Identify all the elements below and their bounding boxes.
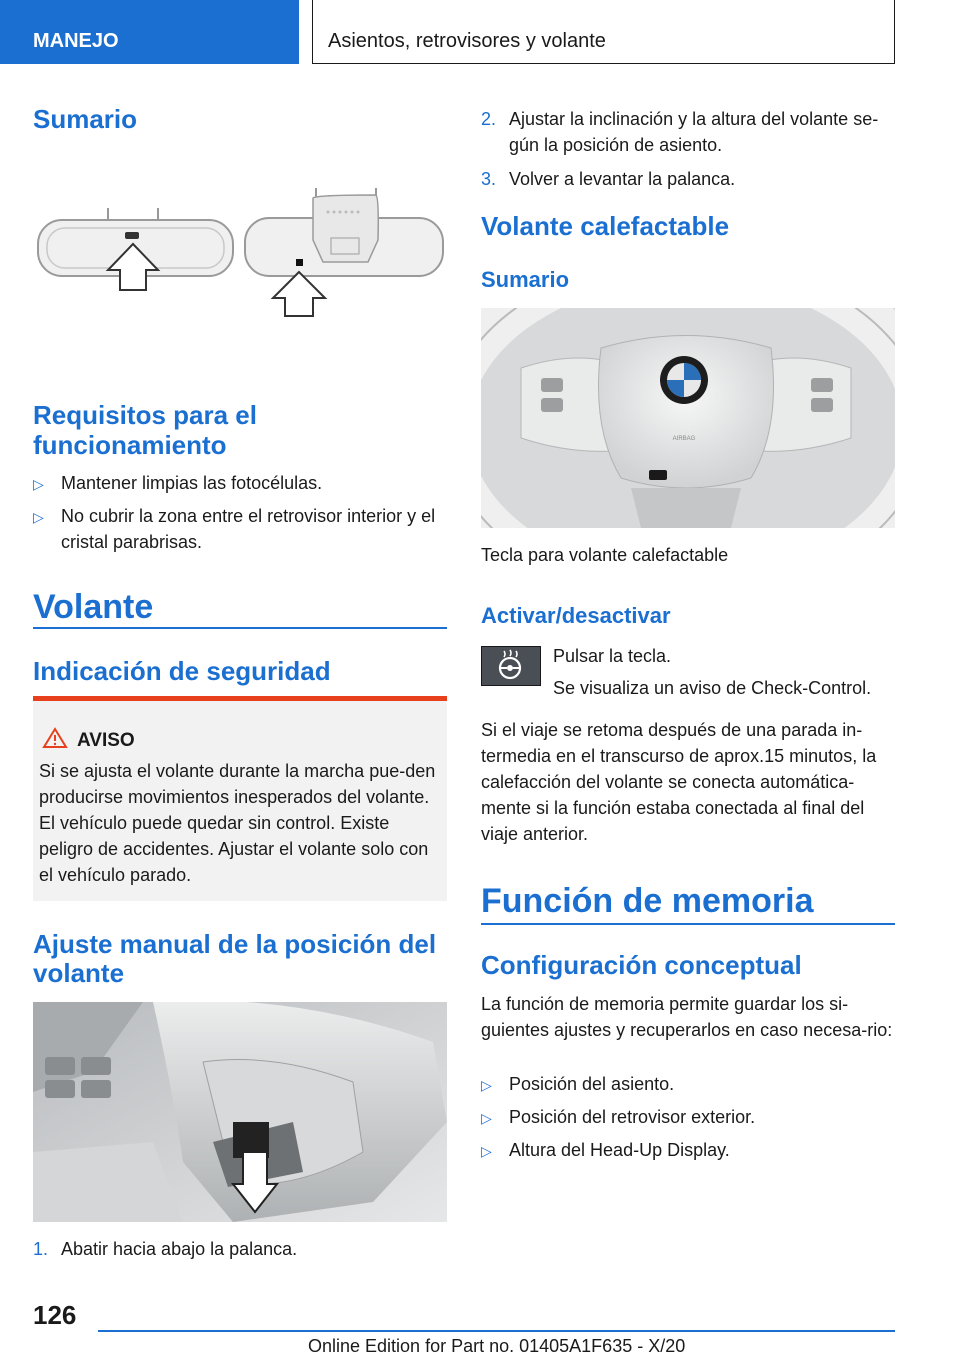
volante-heading: Volante [33, 588, 154, 626]
heated-wheel-button-icon [481, 646, 541, 686]
list-item: ▷ No cubrir la zona entre el retrovisor interior y el cristal parabrisas. [33, 503, 447, 555]
warning-title: AVISO [77, 730, 135, 751]
triangle-bullet-icon: ▷ [33, 509, 44, 525]
config-paragraph: La función de memoria permite guardar los si-guientes ajustes y recuperarlos en caso necesa-rio: [481, 994, 893, 1040]
warning-text: Si se ajusta el volante durante la marcha pue-den producirse movimientos inesperados del volante. El vehículo puede quedar sin control. Existe peligro de accidentes. Ajustar el volante solo con el vehículo parado. [39, 761, 436, 885]
sumario-heading: Sumario [33, 104, 138, 134]
section-rule [33, 627, 447, 629]
activar-heading: Activar/desactivar [481, 603, 671, 628]
triangle-bullet-icon: ▷ [481, 1077, 492, 1093]
ajuste-heading: Ajuste manual de la posición del volante [33, 929, 437, 988]
warning-triangle-icon [42, 727, 68, 749]
triangle-bullet-icon: ▷ [33, 476, 44, 492]
activar-line-1: Pulsar la tecla. [553, 646, 672, 666]
warning-box [33, 696, 447, 901]
steering-lever-photo [33, 1002, 447, 1222]
header-section: MANEJO [0, 0, 299, 64]
calefactable-heading: Volante calefactable [481, 211, 730, 241]
sumario-subheading: Sumario [481, 267, 570, 292]
list-item: ▷ Posición del retrovisor exterior. [481, 1104, 895, 1131]
footer-edition: Online Edition for Part no. 01405A1F635 - X/20 [308, 1336, 686, 1356]
viaje-paragraph: Si el viaje se retoma después de una parada in-termedia en el transcurso de aprox.15 minutos, la calefacción del volante se conecta automática-mente si la función estaba conectada al final del viaje anterior. [481, 720, 877, 844]
activar-line-2: Se visualiza un aviso de Check-Control. [553, 678, 872, 698]
triangle-bullet-icon: ▷ [481, 1143, 492, 1159]
airbag-label: AIRBAG [672, 436, 696, 442]
requisitos-heading: Requisitos para el funcionamiento [33, 400, 257, 460]
step-1: 1. Abatir hacia abajo la palanca. [33, 1239, 298, 1259]
seguridad-heading: Indicación de seguridad [33, 656, 331, 686]
steps-2-3 [481, 106, 895, 192]
footer-rule [98, 1330, 895, 1332]
step-3: 3. Volver a levantar la palanca. [481, 169, 736, 189]
list-item: ▷ Posición del asiento. [481, 1071, 895, 1098]
page-number: 126 [33, 1300, 77, 1330]
memoria-heading: Función de memoria [481, 882, 814, 920]
steering-wheel-photo [481, 308, 895, 528]
mirror-illustration [33, 180, 447, 330]
requisitos-list [33, 470, 447, 555]
list-item: ▷ Altura del Head-Up Display. [481, 1137, 895, 1164]
list-item: ▷ Mantener limpias las fotocélulas. [33, 470, 447, 497]
config-heading: Configuración conceptual [481, 950, 802, 980]
step-2: 2. Ajustar la inclinación y la altura del volante se-gún la posición de asiento. [481, 109, 879, 155]
triangle-bullet-icon: ▷ [481, 1110, 492, 1126]
wheel-caption: Tecla para volante calefactable [481, 545, 729, 565]
header-chapter: Asientos, retrovisores y volante [312, 0, 895, 64]
section-rule [481, 923, 895, 925]
config-list [481, 1071, 895, 1164]
